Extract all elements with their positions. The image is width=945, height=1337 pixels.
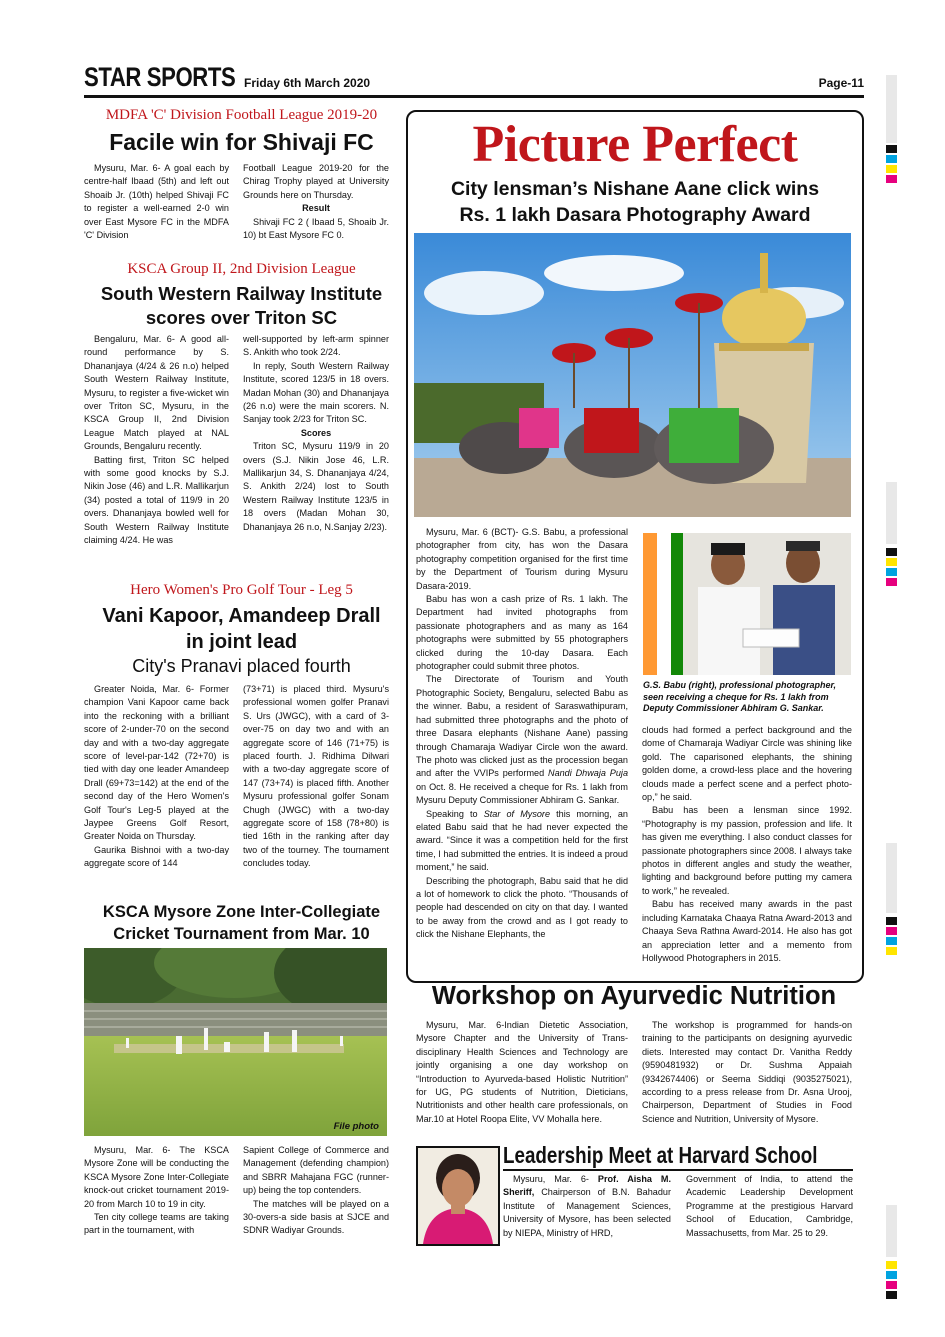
cricket-para: Mysuru, Mar. 6- The KSCA Mysore Zone will be conducting the KSCA Mysore Zone Inter-Collegiate knock-out cricket tournament 2019-20 from March 10 to 19 in city.	[84, 1145, 229, 1209]
golf-col-2	[243, 683, 389, 893]
print-marks-bottom	[886, 1205, 897, 1305]
cricket-para: Ten city college teams are taking part in the tournament, with	[84, 1212, 229, 1236]
print-marks-mid	[886, 482, 897, 607]
ksca-headline-2: scores over Triton SC	[145, 307, 338, 328]
feature-para	[416, 673, 628, 807]
mark-black	[886, 1291, 897, 1299]
mark-cyan	[886, 1271, 897, 1279]
football-col-1	[84, 162, 229, 248]
mark-black	[886, 145, 897, 153]
football-col-2	[243, 162, 389, 248]
feature-para: Describing the photograph, Babu said that he did a lot of homework to click the photo. “Thousands of people had descended on city on that day. I wanted to be away from the crowd and as I got ready to click the Nishane Elephants, the	[416, 875, 628, 940]
award-photo	[643, 533, 851, 675]
award-caption	[643, 680, 855, 715]
result-label: Result	[302, 203, 330, 214]
mark-black	[886, 548, 897, 556]
cricket-para: The matches will be played on a 30-overs-a side basis at SJCE and SDNR Wadiyar Grounds.	[243, 1198, 389, 1236]
cricket-para: Sapient College of Commerce and Management (defending champion) and SBRR Mahajana FGC (runner-up) being the top contenders.	[243, 1145, 389, 1196]
feature-para: Babu has been a lensman since 1992. “Photography is my passion, profession and life. It has given me everything. I also conduct classes for passionate photographers since 2008. I always take photos in different angles and study the weather, lighting and background before putting my camera to work,” he revealed.	[642, 805, 852, 896]
page-number: Page-11	[818, 76, 864, 90]
workshop-col-2	[642, 1019, 852, 1137]
caption-name: G.S. Babu	[643, 680, 687, 690]
ksca-col-2	[243, 333, 389, 575]
caption-text: (right), professional photographer, seen receiving a cheque for Rs. 1 lakh from Deputy Commissioner Abhiram G. Sankar.	[643, 680, 837, 713]
cricket-col-2	[243, 1144, 389, 1274]
mark-black	[886, 917, 897, 925]
feature-para: Babu has won a cash prize of Rs. 1 lakh. The Department had invited photographs from passionate photographers and as many as 164 photographs were submitted by 55 photographers clicked during the 10-day Dasara. Each photographer could submit three photos.	[416, 594, 628, 672]
ksca-col-1	[84, 333, 229, 575]
mark-yellow	[886, 1261, 897, 1269]
feature-col-1	[416, 526, 628, 976]
masthead	[84, 62, 864, 102]
mark-magenta	[886, 1281, 897, 1289]
golf-para: Gaurika Bishnoi with a two-day aggregate score of 144	[84, 844, 229, 869]
cricket-photo-image	[84, 948, 387, 1136]
leadership-rule	[503, 1169, 853, 1171]
mark-cyan	[886, 568, 897, 576]
header-rule	[84, 95, 864, 98]
cricket-col-1	[84, 1144, 229, 1274]
ksca-para: Batting first, Triton SC helped with some good knocks by S.J. Nikin Jose (46) and L.R. Mallikarjun (34) posted a total of 119/9 in 20 overs. Dhananjaya bowled well for South Western Railway Institute claiming 4/24. He was	[84, 454, 229, 546]
golf-kicker: Hero Women's Pro Golf Tour - Leg 5	[130, 582, 353, 598]
football-kicker: MDFA 'C' Division Football League 2019-20	[105, 107, 378, 123]
print-marks-low	[886, 843, 897, 973]
leadership-para	[503, 1173, 671, 1240]
print-marks-top	[886, 75, 897, 185]
mark-magenta	[886, 578, 897, 586]
leadership-headline: Leadership Meet at Harvard School	[503, 1142, 818, 1168]
mark-magenta	[886, 927, 897, 935]
cricket-photo	[84, 948, 387, 1136]
feature-text: The Directorate of Tourism and Youth Photographic Society, Bengaluru, selected Babu as the winner. Babu, a resident of Saraswathipuram, had submitted three photographs and the photo of three Dasara elephants (Nishane Aane) passing through Chamaraja Wadiyar Circle won the award. The photo was clicked just as the procession began and after the VVIPs performed	[416, 674, 628, 779]
leadership-col-1	[503, 1173, 671, 1243]
golf-headline-2: in joint lead	[185, 631, 298, 653]
ksca-kicker: KSCA Group II, 2nd Division League	[127, 261, 356, 277]
leadership-col-2	[686, 1173, 853, 1243]
photo-credit: File photo	[333, 1121, 379, 1132]
golf-subhead: City's Pranavi placed fourth	[132, 656, 351, 676]
feature-text: on Oct. 8. He received a cheque for Rs. 1 lakh from Mysuru Deputy Commissioner Abhiram G. Sankar.	[416, 781, 628, 806]
feature-subhead-2: Rs. 1 lakh Dasara Photography Award	[459, 204, 811, 226]
ksca-para: well-supported by left-arm spinner S. Ankith who took 2/24.	[243, 334, 389, 358]
feature-text: Speaking to	[426, 808, 484, 819]
feature-col-2	[642, 724, 852, 976]
feature-text: this morning, an elated Babu said that he had never expected the award. “Since it was a competition held for the first time, I had submitted the entries. It is indeed a proud moment,” he said.	[416, 808, 628, 873]
cricket-headline-1: KSCA Mysore Zone Inter-Collegiate	[102, 903, 381, 921]
golf-col-1	[84, 683, 229, 893]
workshop-para: The workshop is programmed for hands-on training to the participants on designing ayurvedic diets. Interested may contact Dr. Vanitha Reddy (9590481932) or Dr. Sushma Appaiah (9342674406) or Seema Siddiqi (9035275021), according to a press release from Dr. Asna Urooj, Chairperson, Department of Studies in Food Science and Nutrition, University of Mysore.	[642, 1020, 852, 1124]
feature-emphasis: Star of Mysore	[483, 808, 551, 819]
cheque-handover-image	[643, 533, 851, 675]
golf-headline-1: Vani Kapoor, Amandeep Drall	[102, 605, 381, 627]
portrait-photo	[416, 1146, 500, 1246]
mark-gray	[886, 1205, 897, 1257]
scores-label: Scores	[300, 427, 332, 438]
cricket-headline-2: Cricket Tournament from Mar. 10	[113, 925, 370, 943]
brand-logo: STAR SPORTS	[84, 62, 236, 92]
mark-gray	[886, 75, 897, 143]
ksca-headline-1: South Western Railway Institute	[100, 283, 383, 304]
feature-para: Babu has received many awards in the past including Karnataka Chaaya Ratna Award-2013 and Chaaya Seva Rathna Award-2014. He also has got an appreciation letter and a memento from Hollywood Photographers in 2015.	[642, 899, 852, 963]
dasara-photo	[414, 233, 851, 517]
leadership-person: Prof. Aisha M. Sheriff,	[503, 1174, 671, 1198]
feature-subhead-1: City lensman’s Nishane Aane click wins	[450, 178, 820, 200]
mark-cyan	[886, 937, 897, 945]
mark-yellow	[886, 165, 897, 173]
mark-magenta	[886, 175, 897, 183]
football-headline: Facile win for Shivaji FC	[109, 129, 374, 155]
ksca-scores: Triton SC, Mysuru 119/9 in 20 overs (S.J. Nikin Jose 46, L.R. Mallikarjun 34, S. Dhananjaya 4/24, S. Ankith 2/24) lost to South Western Railway Institute 123/5 in 18 overs (Madan Mohan 30, Dhananjaya 26 n.o, N.Sanjay 2/23).	[243, 441, 389, 532]
leadership-text: Chairperson of B.N. Bahadur Institute of Management Sciences, University of Mysore, has been selected by NIEPA, Ministry of HRD,	[503, 1187, 671, 1238]
football-para: Football League 2019-20 for the Chirag Trophy played at University Grounds here on Thursday.	[243, 163, 389, 200]
mark-yellow	[886, 947, 897, 955]
golf-para: Greater Noida, Mar. 6- Former champion Vani Kapoor came back into the reckoning with a brilliant score of 2-under-70 on the second day and with a two-day aggregate score of level-par-142 (72+70) is tied with day one leader Amandeep Drall (69+73=142) at the end of the second day of the Hero Women's Golf Tour's Leg-5 played at the Jaypee Greens Golf Resort, Greater Noida on Thursday.	[84, 684, 229, 842]
feature-para: Mysuru, Mar. 6 (BCT)- G.S. Babu, a professional photographer from city, has won the Dasara photography competition organised for the first time by the Department of Tourism during Mysuru Dasara-2019.	[416, 527, 628, 591]
ksca-para: In reply, South Western Railway Institute, scored 123/5 in 18 overs. Madan Mohan (30) and Dhananjaya (26 n.o) were the main scorers. N. Sanjay took 2/23 for Triton SC.	[243, 360, 389, 425]
football-para: Mysuru, Mar. 6- A goal each by centre-half Ibaad (5th) and left out Shoaib Jr. (10th) helped Shivaji FC to register a well-earned 2-0 win over East Mysore FC in the MDFA 'C' Division	[84, 163, 229, 241]
feature-emphasis: Nandi Dhwaja Puja	[548, 768, 628, 779]
mark-gray	[886, 843, 897, 913]
portrait-image	[418, 1148, 498, 1244]
elephants-photo-image	[414, 233, 851, 517]
feature-para: clouds had formed a perfect background and the dome of Chamaraja Wadiyar Circle was shining like gold. The caparisoned elephants, the shining golden dome, a crowd-less place and the hovering clouds made a perfect scene and a perfect photo-op,” he said.	[642, 725, 852, 803]
workshop-headline: Workshop on Ayurvedic Nutrition	[431, 982, 837, 1010]
mark-gray	[886, 482, 897, 544]
workshop-col-1	[416, 1019, 628, 1137]
football-result: Shivaji FC 2 ( Ibaad 5, Shoaib Jr. 10) bt East Mysore FC 0.	[243, 216, 389, 241]
workshop-para: Mysuru, Mar. 6-Indian Dietetic Association, Mysore Chapter and the University of Trans-disciplinary Health Sciences and Technology are jointly organising a one day workshop on “Introduction to Ayurveda-based Holistic Nutrition” for UG, PG students of Nutrition, Dieticians, Nutritionists and other health care professionals, on Mar.10 at Hotel Roopa Elite, VV Mohalla here.	[416, 1020, 628, 1124]
leadership-text: Mysuru, Mar. 6-	[513, 1174, 598, 1184]
mark-cyan	[886, 155, 897, 163]
feature-title: Picture Perfect	[472, 116, 798, 173]
mark-yellow	[886, 558, 897, 566]
issue-date: Friday 6th March 2020	[244, 76, 371, 90]
ksca-para: Bengaluru, Mar. 6- A good all-round performance by S. Dhananjaya (4/24 & 26 n.o) helped South Western Railway Institute, Mysuru, to register a five-wicket win over Triton SC, Mysuru, in the KSCA Group II, 2nd Division League Match played at NAL Grounds, Bengaluru recently.	[84, 334, 229, 452]
leadership-para: Government of India, to attend the Academic Leadership Development Programme at the prestigious Harvard School of Education, Cambridge, Massachusetts, from Mar. 25 to 29.	[686, 1174, 853, 1238]
feature-para	[416, 808, 628, 875]
golf-para: (73+71) is placed third. Mysuru's professional women golfer Pranavi S. Urs (JWGC), with a card of 3-over-75 on day two and with an aggregate score of 146 (71+75) is placed fourth. J. Ridhima Dilwari with a two-day aggregate score of 147 (73+74) is placed fifth. Another Mysuru professional golfer Sonam Chugh (JWGC) with a two-day aggregate score of 158 (78+80) is tied 16th in the ranking after day two of the tourney. The tournament concludes today.	[243, 684, 389, 869]
